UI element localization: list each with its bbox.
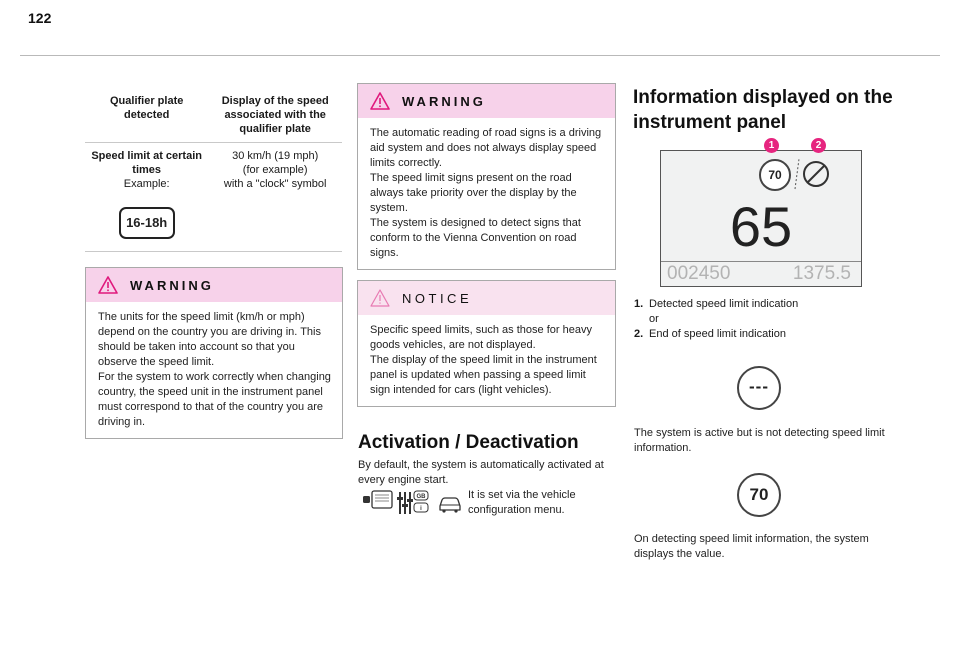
table-header-cell: Display of the speed associated with the qualifier plate <box>221 95 329 135</box>
callout-2: 2 <box>811 138 826 153</box>
notice-triangle-icon <box>370 289 390 307</box>
list-subtext: or <box>649 313 659 325</box>
notice-paragraph: The display of the speed limit in the instrument panel is updated when passing a speed limit sign intended for cars (light vehicles). <box>370 354 597 396</box>
page-number: 122 <box>28 10 52 26</box>
info-panel-title: Information displayed on the instrument panel <box>633 87 893 133</box>
warning-heading: WARNING <box>130 277 214 293</box>
table-header-cell: Qualifier plate detected <box>110 95 184 121</box>
warning-paragraph: The automatic reading of road signs is a driving aid system and does not always display speed limits correctly. <box>370 127 602 169</box>
instrument-cluster <box>660 150 862 287</box>
warning-box <box>357 83 616 270</box>
warning-paragraph: The units for the speed limit (km/h or mph) depend on the country you are driving in. This should be taken into account so that you observe the speed limit. <box>98 311 321 368</box>
callout-list <box>634 297 894 342</box>
callout-1: 1 <box>764 138 779 153</box>
qualifier-title: Speed limit at certain times <box>91 150 202 176</box>
list-item <box>634 297 894 312</box>
no-detection-sign: --- <box>737 366 781 410</box>
warning-triangle-icon <box>370 92 390 110</box>
example-label: Example: <box>123 178 170 190</box>
warning-header <box>86 268 342 302</box>
detected-limit-sign: 70 <box>737 473 781 517</box>
list-number: 1. <box>634 298 644 310</box>
trip-meter: 1375.5 <box>792 263 851 284</box>
warning-body <box>358 118 615 269</box>
display-line: (for example) <box>242 164 308 176</box>
notice-paragraph: Specific speed limits, such as those for heavy goods vehicles, are not displayed. <box>370 324 592 351</box>
warning-paragraph: The speed limit signs present on the road always take priority over the display by the system. <box>370 172 577 214</box>
list-number: 2. <box>634 328 644 340</box>
end-limit-sign-icon <box>789 155 829 191</box>
warning-header <box>358 84 615 118</box>
menu-text: It is set via the vehicle configuration menu. <box>468 489 576 516</box>
no-detection-text: The system is active but is not detecting speed limit information. <box>634 427 885 454</box>
warning-body <box>86 302 342 438</box>
current-speed: 65 <box>729 195 793 258</box>
notice-body <box>358 315 615 406</box>
notice-heading: NOTICE <box>402 290 473 306</box>
warning-paragraph: The system is designed to detect signs that conform to the Vienna Convention on road signs. <box>370 217 581 259</box>
display-line: with a "clock" symbol <box>223 178 327 190</box>
gb-icon-text: GB <box>416 494 426 500</box>
speed-limit-sign: 70 <box>759 159 791 191</box>
notice-header <box>358 281 615 315</box>
cluster-divider <box>661 261 861 262</box>
menu-path-icons <box>360 488 470 518</box>
table-cell <box>208 143 342 252</box>
table-header-row <box>85 88 342 143</box>
list-item-sub <box>634 312 894 327</box>
time-plate-icon: 16-18h <box>119 207 175 239</box>
warning-box <box>85 267 343 439</box>
vehicle-menu-icon <box>360 488 470 518</box>
notice-box <box>357 280 616 407</box>
table-row <box>85 143 342 252</box>
activation-text: By default, the system is automatically activated at every engine start. <box>358 459 604 486</box>
header-divider <box>20 55 940 56</box>
warning-paragraph: For the system to work correctly when changing country, the speed unit in the instrument panel must correspond to that of the country you are driving in. <box>98 371 331 428</box>
display-line: 30 km/h (19 mph) <box>232 150 319 162</box>
list-item <box>634 327 894 342</box>
info-icon-text: i <box>420 506 422 512</box>
warning-heading: WARNING <box>402 93 486 109</box>
list-text: Detected speed limit indication <box>649 298 799 310</box>
table-cell <box>85 143 208 252</box>
warning-triangle-icon <box>98 276 118 294</box>
odometer: 002450 <box>667 263 731 284</box>
activation-title: Activation / Deactivation <box>358 432 579 453</box>
detection-text: On detecting speed limit information, the system displays the value. <box>634 533 869 560</box>
list-text: End of speed limit indication <box>649 328 786 340</box>
qualifier-table <box>85 88 342 252</box>
